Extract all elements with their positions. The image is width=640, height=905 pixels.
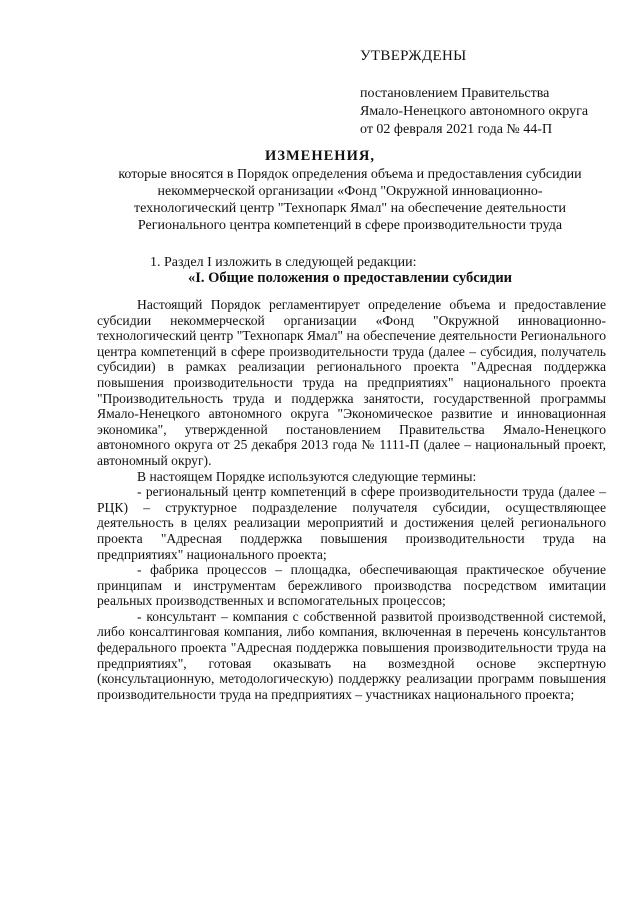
document-subtitle: которые вносятся в Порядок определения объема и предоставления субсидии некоммерческой организации «Фонд "Окружной инновационно-технологический центр "Технопарк Ямал" на обеспечение деятельности Регионального центра компетенций в сфере производительности труда xyxy=(118,167,582,233)
approval-stamp xyxy=(360,48,630,139)
approval-line: постановлением Правительства xyxy=(360,86,550,101)
approval-line: Ямало-Ненецкого автономного округа xyxy=(360,104,589,119)
paragraph: В настоящем Порядке используются следующие термины: xyxy=(137,468,477,484)
amendment-item: 1. Раздел I изложить в следующей редакции: xyxy=(150,255,417,270)
approval-heading: УТВЕРЖДЕНЫ xyxy=(360,48,467,64)
approval-line: от 02 февраля 2021 года № 44-П xyxy=(360,122,553,137)
section-heading: «I. Общие положения о предоставлении субсидии xyxy=(187,270,513,286)
paragraph: Настоящий Порядок регламентирует определение объема и предоставление субсидии некоммерческой организации «Фонд "Окружной инновационно-технологический центр "Технопарк Ямал" на обеспечение деятельности Регионального центра компетенций в сфере производительности труда (далее – субсидия, получатель субсидии) в рамках реализации регионального проекта "Адресная поддержка повышения производительности труда на предприятиях" национального проекта "Производительность труда и поддержка занятости, государственной программы Ямало-Ненецкого автономного округа "Экономическое развитие и инновационная экономика", утвержденной постановлением Правительства Ямало-Ненецкого автономного округа от 25 декабря 2013 года № 1111-П (далее – национальный проект, автономный округ). xyxy=(97,297,606,468)
paragraph: - консультант – компания с собственной развитой производственной системой, либо консалтинговая компания, либо компания, включенная в перечень консультантов федерального проекта "Адресная поддержка повышения производительности труда на предприятиях", готовая оказывать на возмездной основе экспертную (консультационную, методологическую) поддержку реализации программ повышения производительности труда на предприятиях – участниках национального проекта; xyxy=(97,608,606,702)
paragraph: - региональный центр компетенций в сфере производительности труда (далее – РЦК) – структурное подразделение получателя субсидии, осуществляющее деятельность в целях реализации мероприятий и достижения целей регионального проекта "Адресная поддержка повышения производительности труда на предприятиях" национального проекта; xyxy=(97,484,606,562)
paragraph: - фабрика процессов – площадка, обеспечивающая практическое обучение принципам и инструментам бережливого производства посредством имитации реальных производственных и вспомогательных процессов; xyxy=(97,562,606,609)
document-body xyxy=(97,297,606,702)
document-title: ИЗМЕНЕНИЯ, xyxy=(265,148,375,164)
